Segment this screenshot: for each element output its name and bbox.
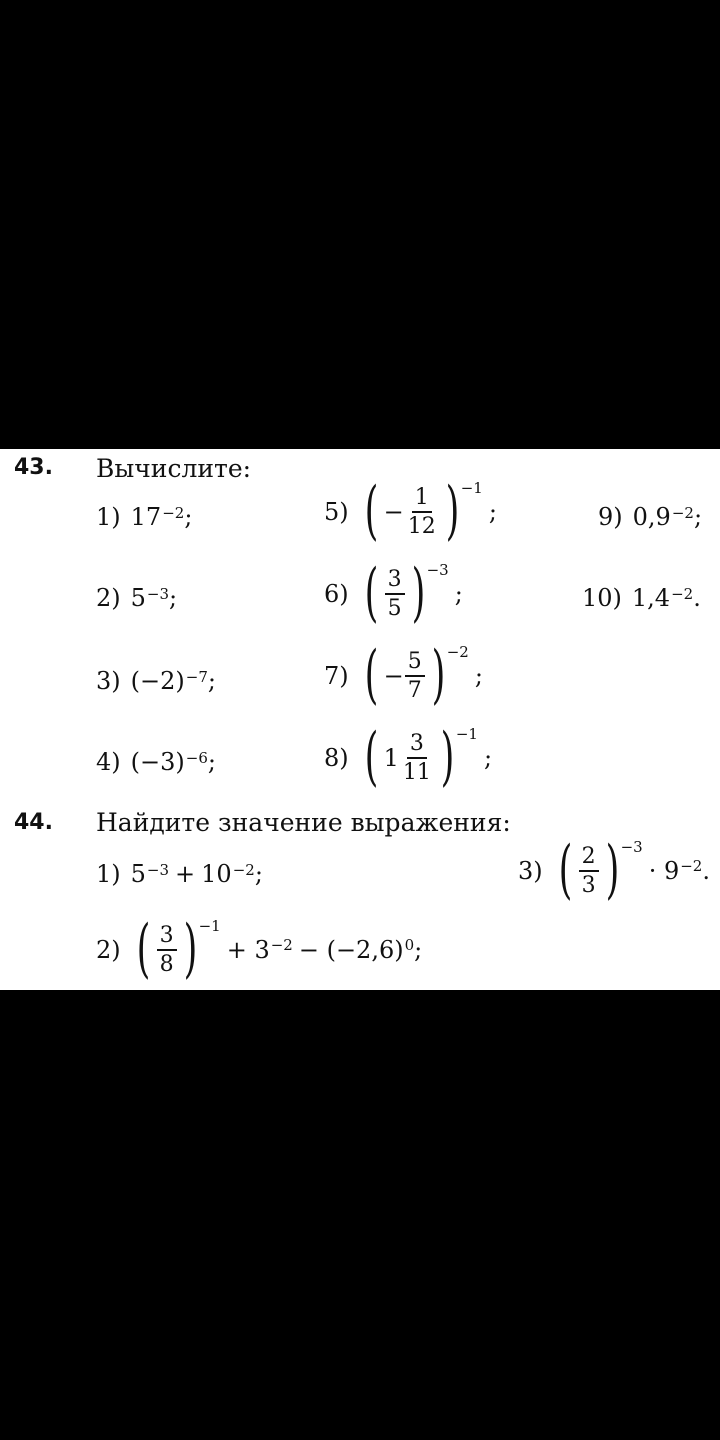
punctuation: ; — [254, 860, 263, 888]
ex44-item-2 — [96, 912, 423, 986]
exponent: −1 — [460, 479, 483, 497]
item-label: 2) — [96, 584, 121, 612]
exercise-43-title: Вычислите: — [96, 454, 252, 483]
punctuation: ; — [169, 584, 178, 612]
denominator: 8 — [159, 951, 174, 977]
punctuation: ; — [207, 748, 216, 776]
exponent: −3 — [620, 838, 643, 856]
parenthesized-fraction — [359, 474, 483, 548]
item-label: 5) — [324, 497, 349, 526]
operator: + — [175, 860, 196, 888]
parenthesized-fraction — [359, 556, 449, 630]
ex43-item-5 — [324, 474, 497, 548]
punctuation: ; — [488, 497, 497, 526]
exponent: −3 — [426, 561, 449, 579]
right-paren: ) — [445, 474, 460, 548]
base: 0,9 — [632, 503, 671, 531]
numerator: 5 — [405, 650, 425, 677]
numerator: 3 — [157, 924, 177, 951]
term-2-exponent: −2 — [270, 936, 293, 955]
parenthesized-fraction — [131, 912, 221, 986]
ex43-item-9 — [598, 505, 702, 529]
parenthesized-fraction — [553, 833, 643, 907]
item-label: 7) — [324, 661, 349, 690]
exercise-44-number: 44. — [14, 810, 53, 835]
ex43-item-8 — [324, 720, 493, 794]
denominator: 7 — [407, 677, 422, 703]
left-paren: ( — [136, 912, 150, 986]
numerator: 2 — [579, 845, 599, 872]
denominator: 11 — [402, 759, 431, 785]
item-label: 10) — [582, 584, 622, 612]
punctuation: ; — [693, 503, 703, 531]
item-label: 3) — [518, 856, 543, 885]
punctuation: ; — [414, 935, 423, 964]
punctuation: ; — [207, 667, 216, 695]
denominator: 12 — [407, 513, 436, 539]
item-label: 8) — [324, 743, 349, 772]
fraction — [157, 924, 177, 976]
numerator: 1 — [412, 486, 432, 513]
term-b-exponent: −2 — [232, 860, 255, 879]
item-label: 3) — [96, 667, 121, 695]
parenthesized-mixed-number — [359, 720, 478, 794]
base: 5 — [130, 584, 146, 612]
ex43-item-3 — [96, 669, 216, 693]
ex43-item-4 — [96, 750, 216, 774]
exponent: −7 — [185, 667, 208, 686]
term-3-base: − (−2,6) — [298, 935, 404, 964]
term-b-base: 10 — [201, 860, 232, 888]
term-2-base: + 3 — [226, 935, 270, 964]
item-label: 6) — [324, 579, 349, 608]
numerator: 3 — [385, 568, 405, 595]
term-a-exponent: −3 — [146, 860, 170, 879]
exercise-44-title: Найдите значение выражения: — [96, 808, 511, 837]
punctuation: ; — [454, 579, 463, 608]
item-label: 4) — [96, 748, 121, 776]
exercise-sheet — [0, 449, 720, 990]
punctuation: ; — [184, 503, 193, 531]
item-label: 9) — [598, 503, 623, 531]
term-2-exponent: −2 — [680, 857, 703, 876]
punctuation: ; — [474, 661, 483, 690]
denominator: 3 — [581, 872, 596, 898]
left-paren: ( — [364, 720, 378, 794]
exercise-43-number: 43. — [14, 455, 53, 480]
whole-part: 1 — [383, 743, 399, 772]
base: 17 — [130, 503, 162, 531]
exponent: −3 — [146, 584, 170, 603]
ex43-item-6 — [324, 556, 463, 630]
term-3-exponent: 0 — [404, 936, 415, 955]
parenthesized-fraction — [359, 638, 469, 712]
ex44-item-3 — [518, 833, 710, 907]
exponent: −2 — [671, 503, 694, 522]
right-paren: ) — [183, 912, 197, 986]
item-label: 2) — [96, 935, 121, 964]
punctuation: . — [702, 856, 710, 885]
exponent: −6 — [185, 748, 208, 767]
denominator: 5 — [387, 595, 402, 621]
punctuation: . — [693, 584, 701, 612]
right-paren: ) — [605, 833, 619, 907]
numerator: 3 — [407, 732, 427, 759]
ex43-item-2 — [96, 586, 177, 610]
punctuation: ; — [483, 743, 493, 772]
left-paren: ( — [364, 474, 378, 548]
ex43-item-10 — [582, 586, 701, 610]
term-a-base: 5 — [130, 860, 146, 888]
base: (−2) — [130, 667, 185, 695]
left-paren: ( — [558, 833, 572, 907]
exponent: −1 — [198, 917, 221, 935]
right-paren: ) — [411, 556, 425, 630]
ex44-item-1 — [96, 862, 263, 886]
fraction — [579, 845, 599, 897]
item-label: 1) — [96, 503, 121, 531]
base: 1,4 — [631, 584, 671, 612]
fraction — [405, 650, 425, 702]
left-paren: ( — [364, 638, 378, 712]
right-paren: ) — [440, 720, 455, 794]
fraction — [385, 568, 405, 620]
sign: − — [383, 497, 404, 526]
left-paren: ( — [364, 556, 378, 630]
base: (−3) — [130, 748, 185, 776]
item-label: 1) — [96, 860, 121, 888]
exponent: −2 — [162, 503, 185, 522]
ex43-item-1 — [96, 505, 192, 529]
fraction — [405, 486, 439, 538]
right-paren: ) — [431, 638, 446, 712]
ex43-item-7 — [324, 638, 483, 712]
sign: − — [383, 661, 404, 690]
exponent: −2 — [671, 584, 694, 603]
exponent: −1 — [455, 725, 478, 743]
term-2-base: · 9 — [648, 856, 680, 885]
fraction — [400, 732, 434, 784]
exponent: −2 — [446, 643, 469, 661]
